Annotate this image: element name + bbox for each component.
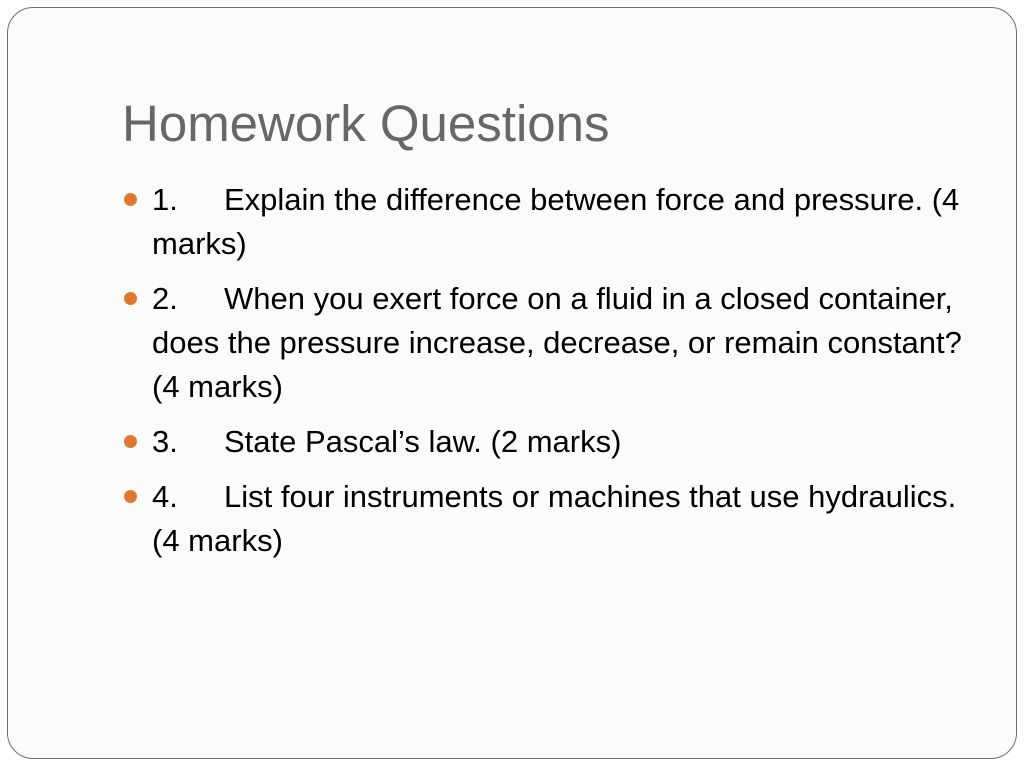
question-number: 1. <box>152 182 178 217</box>
question-number: 2. <box>152 281 178 316</box>
question-item <box>152 178 982 266</box>
slide-frame <box>7 7 1017 759</box>
question-item <box>152 475 982 563</box>
question-item <box>152 420 982 464</box>
question-number: 3. <box>152 424 178 459</box>
slide-title: Homework Questions <box>122 95 610 152</box>
question-text: Explain the difference between force and pressure. (4 marks) <box>152 182 960 261</box>
question-number: 4. <box>152 479 178 514</box>
bullet-icon <box>124 292 137 305</box>
question-text: List four instruments or machines that use hydraulics. (4 marks) <box>152 479 957 558</box>
question-list <box>152 178 982 574</box>
bullet-icon <box>124 490 137 503</box>
question-item <box>152 277 982 409</box>
bullet-icon <box>124 435 137 448</box>
question-text: State Pascal’s law. (2 marks) <box>224 424 622 459</box>
question-text: When you exert force on a fluid in a closed container, does the pressure increase, decrease, or remain constant? (4 marks) <box>152 281 962 404</box>
bullet-icon <box>124 193 137 206</box>
